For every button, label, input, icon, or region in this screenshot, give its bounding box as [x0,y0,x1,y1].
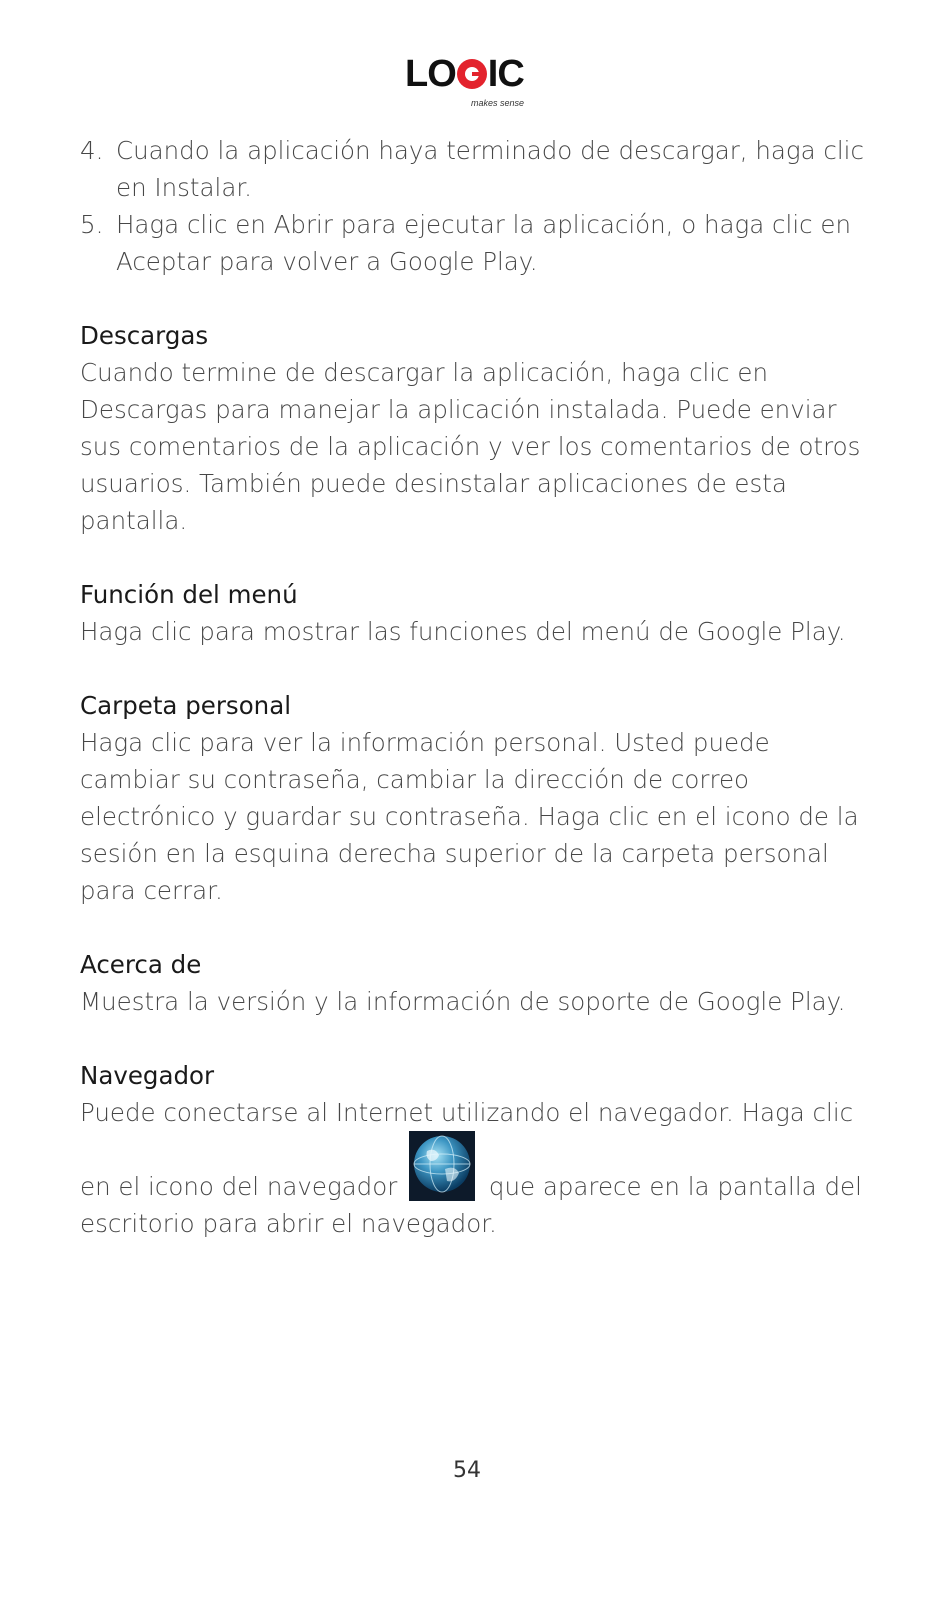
section-descargas [80,317,870,539]
section-menu [80,576,870,650]
section-carpeta-personal [80,687,870,909]
section-heading: Descargas [80,321,209,350]
page-number: 54 [453,1458,481,1483]
navegador-text-before: Puede conectarse al Internet utilizando el navegador. Haga clic en el icono del navegador [80,1098,854,1201]
section-heading: Función del menú [80,580,298,609]
list-item [80,206,870,280]
section-acerca-de [80,946,870,1020]
section-heading: Navegador [80,1061,215,1090]
section-navegador [80,1057,870,1242]
logo-g-icon [457,59,487,89]
section-body [80,1094,870,1242]
logo-wordmark [405,52,524,96]
logo-tagline: makes sense [471,98,525,108]
list-item [80,132,870,206]
steps-list [80,132,870,280]
logic-logo [0,52,934,112]
section-heading: Acerca de [80,950,202,979]
logo-letters-after: IC [487,53,524,95]
section-body: Muestra la versión y la información de soporte de Google Play. [80,987,846,1016]
step-text: Cuando la aplicación haya terminado de descargar, haga clic en Instalar. [116,136,864,202]
section-body: Haga clic para ver la información personal. Usted puede cambiar su contraseña, cambiar la dirección de correo electrónico y guardar su contraseña. Haga clic en el icono de la sesión en la esquina derecha superior de la carpeta personal para cerrar. [80,728,859,905]
section-body: Cuando termine de descargar la aplicación, haga clic en Descargas para manejar la aplicación instalada. Puede enviar sus comentarios de la aplicación y ver los comentarios de otros usuarios. También puede desinstalar aplicaciones de esta pantalla. [80,358,861,535]
section-heading: Carpeta personal [80,691,292,720]
browser-globe-icon [409,1131,475,1201]
navegador-text-after: que aparece en la pantalla del escritorio para abrir el navegador. [80,1172,862,1238]
section-body: Haga clic para mostrar las funciones del menú de Google Play. [80,617,846,646]
step-number: 4. [80,136,104,165]
page-content [80,132,870,1242]
step-text: Haga clic en Abrir para ejecutar la aplicación, o haga clic en Aceptar para volver a Google Play. [116,210,851,276]
step-number: 5. [80,210,104,239]
logo-letters-before: LO [405,53,456,95]
